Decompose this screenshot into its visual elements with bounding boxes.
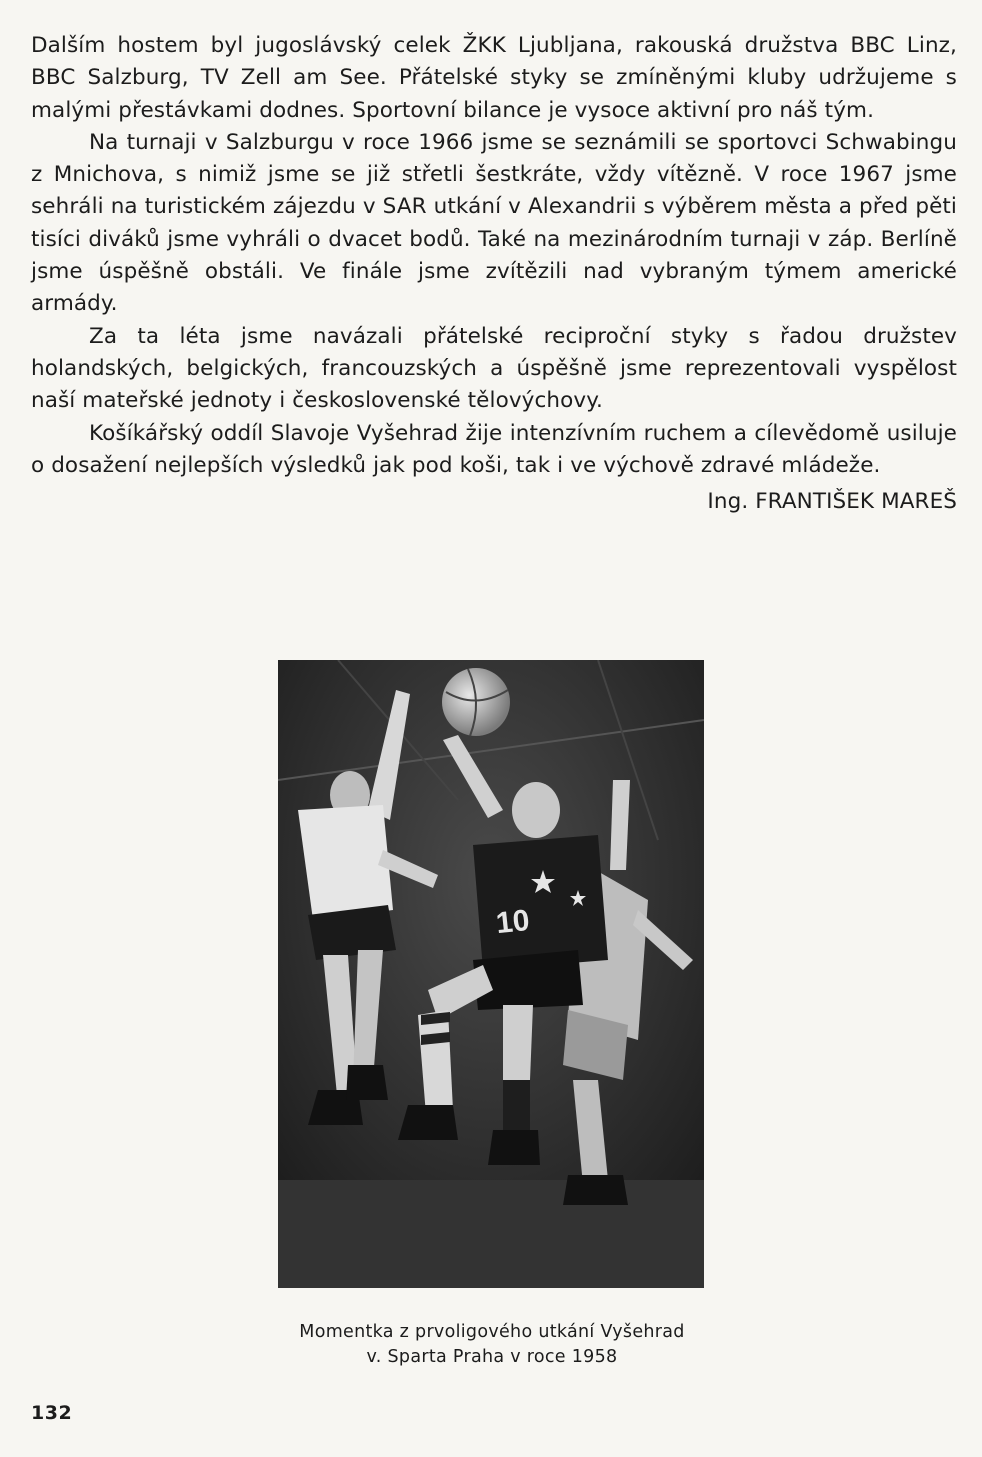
page-number: 132 — [31, 1402, 73, 1424]
caption-line-2: v. Sparta Praha v roce 1958 — [366, 1347, 618, 1367]
author-signature: Ing. FRANTIŠEK MAREŠ — [707, 489, 957, 515]
article-text — [31, 30, 957, 518]
paragraph-4: Košíkářský oddíl Slavoje Vyšehrad žije intenzívním ruchem a cílevědomě usiluje o dosažení nejlepších výsledků jak pod koši, tak i ve výchově zdravé mládeže. — [31, 420, 957, 478]
basketball-photo — [278, 660, 704, 1288]
photo-caption — [250, 1320, 734, 1370]
paragraph-3: Za ta léta jsme navázali přátelské reciproční styky s řadou družstev holandských, belgických, francouzských a úspěšně jsme reprezentovali vyspělost naší mateřské jednoty i československé tělovýchovy. — [31, 323, 957, 414]
paragraph-2: Na turnaji v Salzburgu v roce 1966 jsme se seznámili se sportovci Schwabingu z Mnichova, s nimiž jsme se již střetli šestkráte, vždy vítězně. V roce 1967 jsme sehráli na turistickém zájezdu v SAR utkání v Alexandrii s výběrem města a před pěti tisíci diváků jsme vyhráli o dvacet bodů. Také na mezinárodním turnaji v záp. Berlíně jsme úspěšně obstáli. Ve finále jsme zvítězili nad vybraným týmem americké armády. — [31, 129, 957, 317]
paragraph-1: Dalším hostem byl jugoslávský celek ŽKK Ljubljana, rakouská družstva BBC Linz, BBC Salzburg, TV Zell am See. Přátelské styky se zmíněnými kluby udržujeme s malými přestávkami dodnes. Sportovní bilance je vysoce aktivní pro náš tým. — [31, 33, 957, 123]
jersey-number: 10 — [494, 903, 532, 941]
caption-line-1: Momentka z prvoligového utkání Vyšehrad — [299, 1322, 685, 1342]
basketball — [442, 668, 510, 736]
